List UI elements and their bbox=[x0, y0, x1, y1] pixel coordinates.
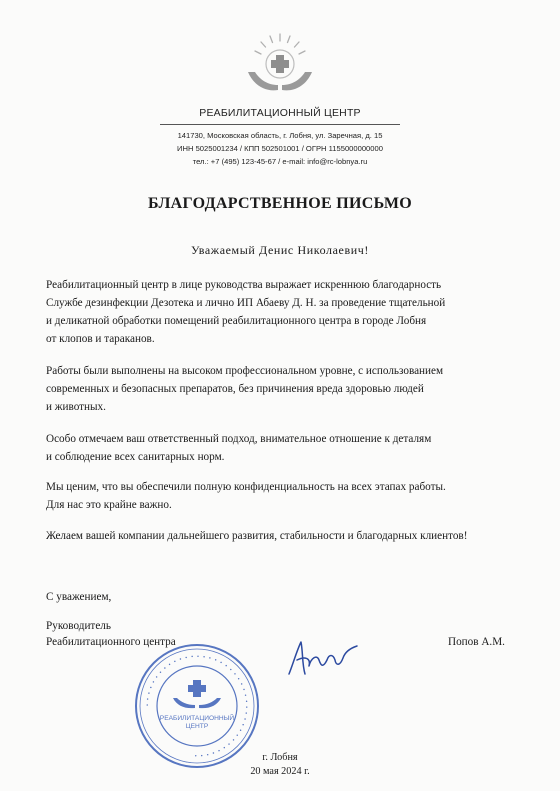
rehab-center-logo-icon bbox=[240, 28, 320, 100]
letter-title: БЛАГОДАРСТВЕННОЕ ПИСЬМО bbox=[147, 195, 413, 212]
letter-greeting: Уважаемый Денис Николаевич! bbox=[191, 243, 369, 257]
paragraph-line: Службе дезинфекции Дезотека и лично ИП Абаеву Д. Н. за проведение тщательной bbox=[46, 297, 446, 309]
organization-stamp bbox=[133, 642, 261, 770]
paragraph-line: Реабилитационный центр в лице руководства выражает искреннюю благодарность bbox=[46, 279, 442, 291]
paragraph-line: Желаем вашей компании дальнейшего развития, стабильности и благодарных клиентов! bbox=[46, 530, 468, 542]
paragraph-line: современных и безопасных препаратов, без причинения вреда здоровью людей bbox=[46, 383, 424, 395]
requisites-line: ИНН 5025001234 / КПП 502501001 / ОГРН 1155000000000 bbox=[177, 144, 383, 153]
closing-phrase: С уважением, bbox=[46, 591, 112, 603]
address-line: 141730, Московская область, г. Лобня, ул. Заречная, д. 15 bbox=[177, 131, 383, 140]
paragraph-line: Мы ценим, что вы обеспечили полную конфиденциальность на всех этапах работы. bbox=[46, 481, 446, 493]
paragraph-line: и животных. bbox=[46, 401, 106, 413]
paragraph-line: Работы были выполнены на высоком профессиональном уровне, с использованием bbox=[46, 365, 444, 377]
handwritten-signature bbox=[283, 634, 363, 680]
signer-organization: Реабилитационного центра bbox=[46, 636, 176, 648]
contacts-line: тел.: +7 (495) 123-45-67 / e-mail: info@rc-lobnya.ru bbox=[192, 157, 368, 166]
paragraph bbox=[46, 430, 526, 466]
stamp-text-line: РЕАБИЛИТАЦИОННЫЙ bbox=[159, 715, 235, 722]
organization-name: РЕАБИЛИТАЦИОННЫЙ ЦЕНТР bbox=[199, 107, 361, 119]
svg-text:• • • • • • • • • • • • • • •: • • • • • • • • • • • • • • • • • • • • • • • • • • • • • • • • • • • • • • • • bbox=[144, 653, 250, 759]
signer-name: Попов А.М. bbox=[448, 636, 505, 648]
paragraph bbox=[46, 478, 526, 514]
header-divider bbox=[160, 124, 400, 125]
place: г. Лобня bbox=[262, 752, 298, 763]
paragraph bbox=[46, 527, 526, 545]
signer-position: Руководитель bbox=[46, 620, 111, 632]
paragraph-line: и соблюдение всех санитарных норм. bbox=[46, 451, 225, 463]
paragraph-line: Особо отмечаем ваш ответственный подход, внимательное отношение к деталям bbox=[46, 433, 432, 445]
date: 20 мая 2024 г. bbox=[250, 766, 310, 777]
paragraph bbox=[46, 276, 526, 348]
paragraph-line: Для нас это крайне важно. bbox=[46, 499, 172, 511]
stamp-text-line: ЦЕНТР bbox=[185, 723, 209, 730]
paragraph-line: от клопов и тараканов. bbox=[46, 333, 155, 345]
paragraph bbox=[46, 362, 526, 416]
paragraph-line: и деликатной обработки помещений реабилитационного центра в городе Лобня bbox=[46, 315, 427, 327]
